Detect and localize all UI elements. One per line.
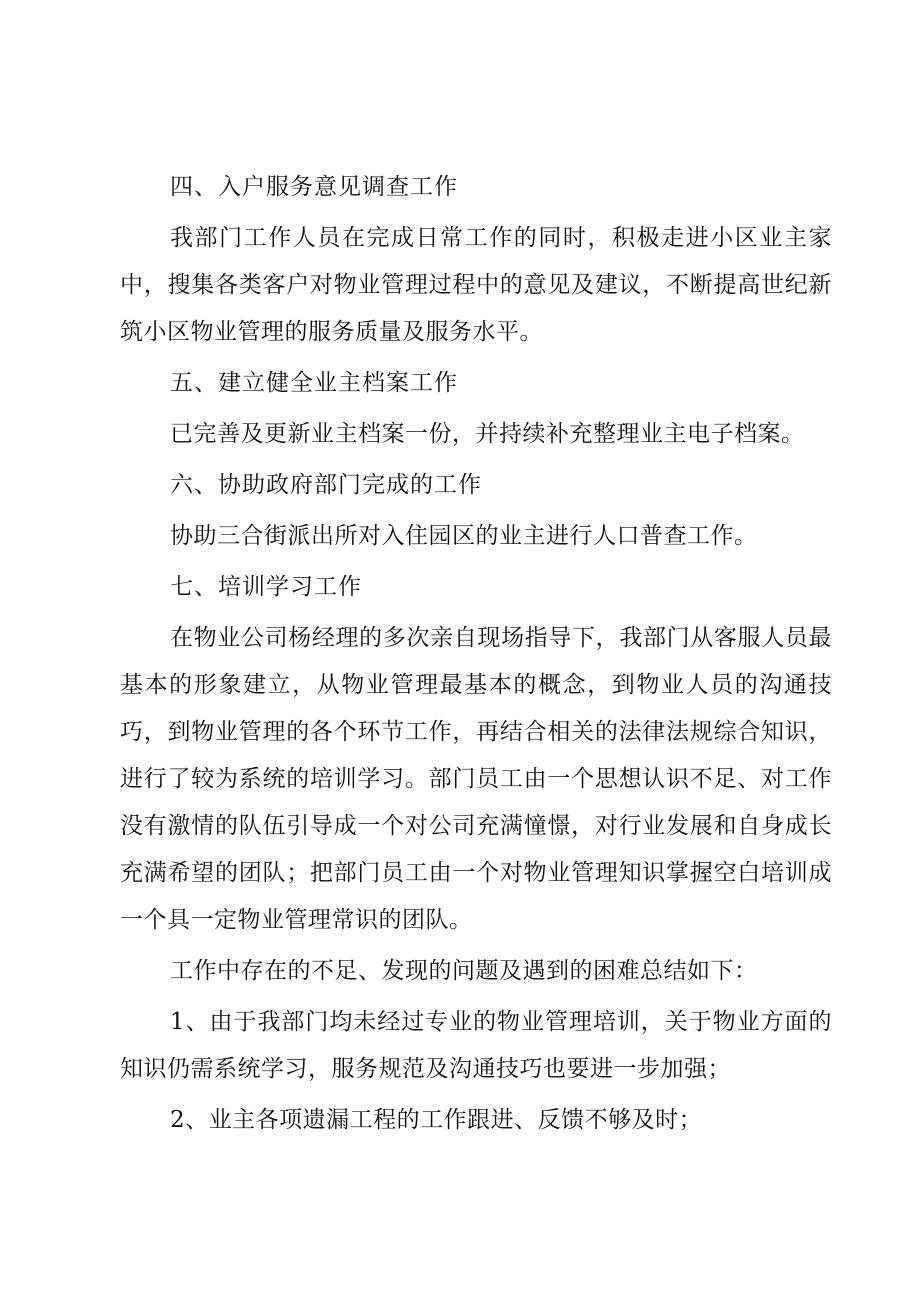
paragraph-shortcomings-intro: 工作中存在的不足、发现的问题及遇到的困难总结如下： [170,958,758,984]
paragraph-shortcoming-2: 2、业主各项遗漏工程的工作跟进、反馈不够及时； [170,1107,703,1133]
section-heading-7: 七、培训学习工作 [170,574,362,600]
paragraph-resident-survey: 我部门工作人员在完成日常工作的同时，积极走进小区业主家中，搜集各类客户对物业管理过程中的意见及建议，不断提高世纪新筑小区物业管理的服务质量及服务水平。 [120,225,832,345]
section-heading-6: 六、协助政府部门完成的工作 [170,472,482,498]
paragraph-training: 在物业公司杨经理的多次亲自现场指导下，我部门从客服人员最基本的形象建立，从物业管理最基本的概念，到物业人员的沟通技巧，到物业管理的各个环节工作，再结合相关的法律法规综合知识，进行了较为系统的培训学习。部门员工由一个思想认识不足、对工作没有激情的队伍引导成一个对公司充满憧憬，对行业发展和自身成长充满希望的团队；把部门员工由一个对物业管理知识掌握空白培训成一个具一定物业管理常识的团队。 [120,625,832,933]
document-body [120,164,832,1148]
paragraph-owner-archive: 已完善及更新业主档案一份，并持续补充整理业主电子档案。 [170,421,805,447]
paragraph-government-assist: 协助三合街派出所对入住园区的业主进行人口普查工作。 [170,523,758,549]
section-heading-4: 四、入户服务意见调查工作 [170,174,458,200]
section-heading-5: 五、建立健全业主档案工作 [170,370,458,396]
paragraph-shortcoming-1: 1、由于我部门均未经过专业的物业管理培训，关于物业方面的知识仍需系统学习，服务规范及沟通技巧也要进一步加强； [120,1009,832,1082]
